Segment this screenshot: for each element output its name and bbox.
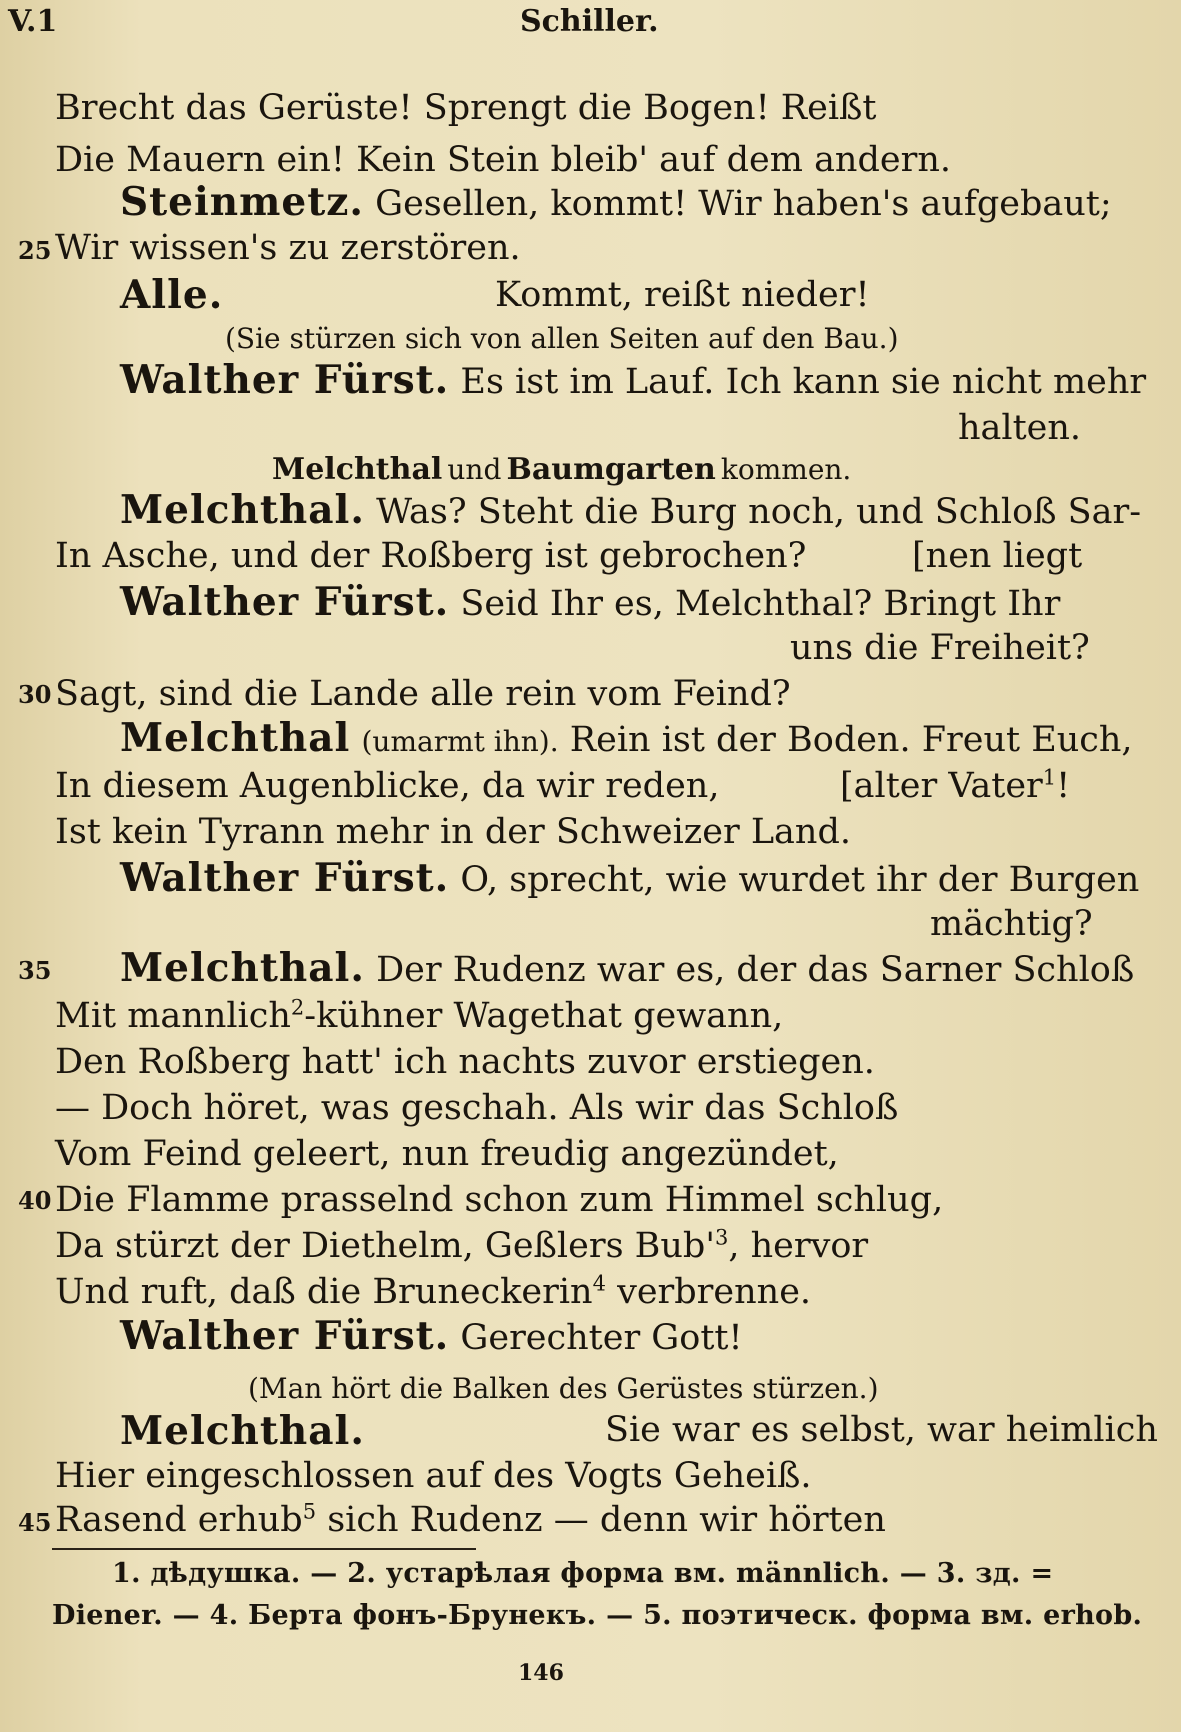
verse-line: Brecht das Gerüste! Sprengt die Bogen! Reißt [55, 88, 877, 128]
verse-text: Rasend erhub [55, 1500, 303, 1540]
running-header: Schiller. [520, 4, 659, 39]
speech-melchthal-1 [120, 487, 1142, 533]
footnote-marker: 2 [290, 995, 305, 1020]
speaker-name: Melchthal [120, 715, 351, 761]
speaker-name: Steinmetz. [120, 179, 364, 225]
verse-line: In diesem Augenblicke, da wir reden, [55, 766, 720, 806]
speaker-name: Walther Fürst. [120, 579, 450, 625]
entrance-name: Baumgarten [506, 452, 716, 487]
verse-line [55, 1226, 868, 1266]
verse-line: Die Flamme prasselnd schon zum Himmel schlug, [55, 1180, 944, 1220]
section-marker: V.1 [8, 4, 58, 39]
entrance-word: und [447, 453, 502, 486]
line-number: 30 [18, 680, 52, 709]
speech-walther-4 [120, 1313, 743, 1359]
line-number: 25 [18, 236, 52, 265]
speech-walther-3 [120, 855, 1140, 901]
speech-text: Der Rudenz war es, der das Sarner Schloß [376, 950, 1135, 990]
footnote-marker: 5 [302, 1499, 317, 1524]
verse-continuation: halten. [958, 408, 1082, 448]
speaker-name: Walther Fürst. [120, 1313, 450, 1359]
verse-text: -kühner Wagethat gewann, [304, 996, 784, 1036]
verse-text: ! [1056, 766, 1071, 806]
verse-line: Ist kein Tyrann mehr in der Schweizer Land. [55, 812, 851, 852]
line-number: 40 [18, 1186, 52, 1215]
verse-text: [alter Vater [840, 766, 1043, 806]
verse-continuation: [nen liegt [912, 536, 1083, 576]
speech-text: Es ist im Lauf. Ich kann sie nicht mehr [460, 362, 1147, 402]
speech-melchthal-2 [120, 715, 1133, 762]
speaker-name: Melchthal. [120, 945, 365, 991]
speech-text: O, sprecht, wie wurdet ihr der Burgen [460, 860, 1140, 900]
speech-steinmetz [120, 179, 1112, 225]
speech-melchthal-3 [120, 945, 1135, 991]
footnote-marker: 3 [714, 1225, 729, 1250]
verse-line: Hier eingeschlossen auf des Vogts Geheiß. [55, 1456, 812, 1496]
verse-line: — Doch höret, was geschah. Als wir das Schloß [55, 1088, 899, 1128]
verse-line: Sagt, sind die Lande alle rein vom Feind? [55, 674, 791, 714]
verse-text: Da stürzt der Diethelm, Geßlers Bub' [55, 1226, 715, 1266]
verse-line: Die Mauern ein! Kein Stein bleib' auf dem andern. [55, 140, 951, 180]
entrance-word: kommen. [720, 453, 852, 486]
stage-direction: (Man hört die Balken des Gerüstes stürzen.) [248, 1372, 879, 1405]
verse-line [55, 1272, 811, 1312]
speech-text: Seid Ihr es, Melchthal? Bringt Ihr [460, 584, 1061, 624]
page-number: 146 [518, 1660, 564, 1686]
line-number: 45 [18, 1508, 52, 1537]
verse-continuation: uns die Freiheit? [790, 628, 1090, 668]
footnote-line: Diener. — 4. Берта фонъ-Брунекъ. — 5. поэтическ. форма вм. erhob. [52, 1600, 1143, 1631]
verse-line: Den Roßberg hatt' ich nachts zuvor erstiegen. [55, 1042, 875, 1082]
speaker-name: Walther Fürst. [120, 855, 450, 901]
speech-walther-2 [120, 579, 1061, 625]
speech-text: Was? Steht die Burg noch, und Schloß Sar- [376, 492, 1142, 532]
speaker-name: Walther Fürst. [120, 357, 450, 403]
speech-text: Gesellen, kommt! Wir haben's aufgebaut; [375, 184, 1112, 224]
speaker-name: Melchthal. [120, 1408, 365, 1454]
verse-continuation: mächtig? [930, 904, 1093, 944]
speaker-name: Alle. [120, 272, 224, 318]
verse-text: , hervor [728, 1226, 869, 1266]
speech-text: Rein ist der Boden. Freut Euch, [569, 720, 1133, 760]
entrance-direction [272, 452, 851, 487]
speech-text: Sie war es selbst, war heimlich [605, 1410, 1158, 1450]
verse-line [55, 996, 783, 1036]
verse-line: In Asche, und der Roßberg ist gebrochen? [55, 536, 807, 576]
verse-line: Wir wissen's zu zerstören. [55, 228, 521, 268]
entrance-name: Melchthal [272, 452, 443, 487]
verse-text: Mit mannlich [55, 996, 291, 1036]
footnote-marker: 4 [592, 1271, 606, 1296]
footnote-line: 1. дѣдушка. — 2. устарѣлая форма вм. männlich. — 3. зд. = [112, 1558, 1054, 1589]
footnote-marker: 1 [1042, 765, 1057, 790]
verse-text: sich Rudenz — denn wir hörten [316, 1500, 886, 1540]
verse-text: verbrenne. [605, 1272, 812, 1312]
verse-text: Und ruft, daß die Bruneckerin [55, 1272, 593, 1312]
stage-direction: (Sie stürzen sich von allen Seiten auf den Bau.) [225, 322, 899, 355]
line-number: 35 [18, 956, 52, 985]
speaker-name: Melchthal. [120, 487, 365, 533]
speech-text: Gerechter Gott! [460, 1318, 743, 1358]
footnote-rule [52, 1548, 476, 1550]
verse-line [55, 1500, 886, 1540]
speech-walther-1 [120, 357, 1147, 403]
verse-continuation [840, 766, 1070, 806]
speech-text: Kommt, reißt nieder! [495, 275, 870, 315]
verse-line: Vom Feind geleert, nun freudig angezündet, [55, 1134, 839, 1174]
stage-direction: (umarmt ihn). [361, 725, 559, 758]
